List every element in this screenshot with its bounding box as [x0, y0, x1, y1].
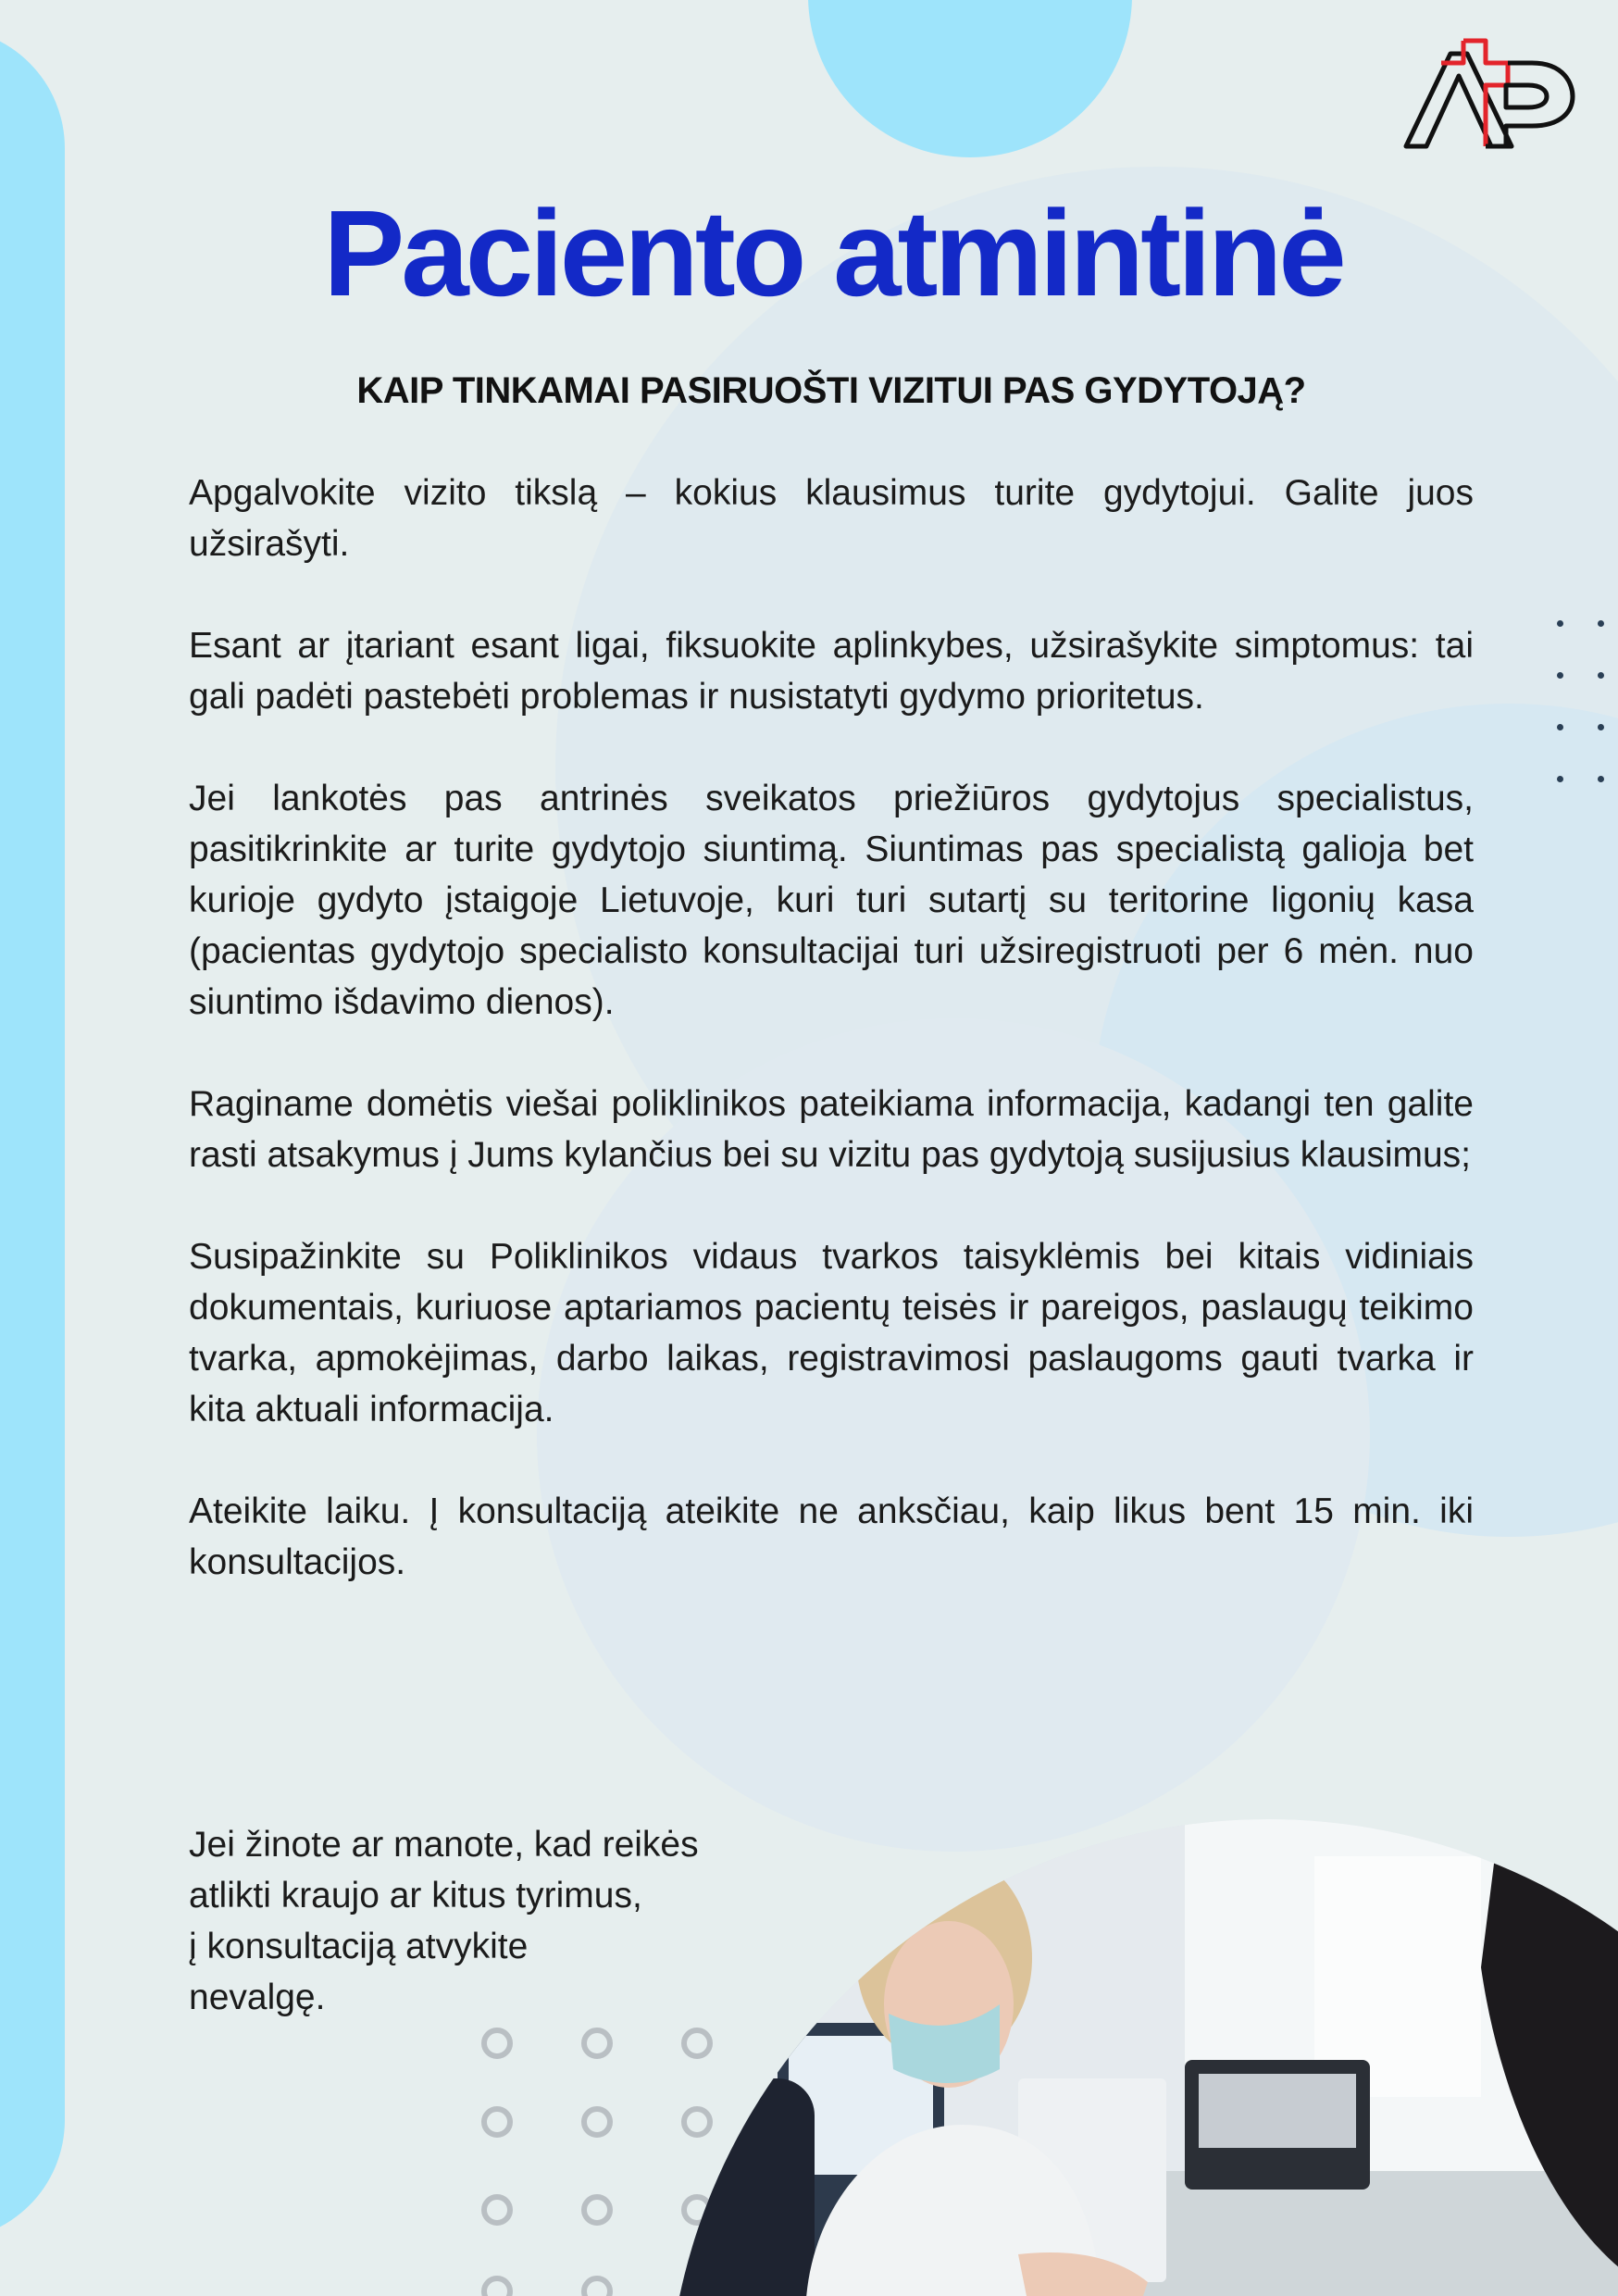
fasting-note-line: į konsultaciją atvykite [189, 1927, 529, 1966]
paragraph: Ateikite laiku. Į konsultaciją ateikite ne anksčiau, kaip likus bent 15 min. iki konsultacijos. [189, 1491, 1474, 1582]
fasting-note-line: atlikti kraujo ar kitus tyrimus, [189, 1876, 642, 1915]
page-title: Paciento atmintinė [323, 185, 1343, 321]
fasting-note-line: Jei žinote ar manote, kad reikės [189, 1825, 699, 1865]
paragraph: Esant ar įtariant esant ligai, fiksuokite aplinkybes, užsirašykite simptomus: tai gali padėti pastebėti problemas ir nusistatyti gydymo prioritetus. [189, 626, 1474, 717]
paragraph: Susipažinkite su Poliklinikos vidaus tvarkos taisyklėmis bei kitais vidiniais dokumentais, kuriuose aptariamos pacientų teisės ir pareigos, paslaugų teikimo tvarka, apmokėjimas, darbo laikas, registravimosi paslaugoms gauti tvarka ir kita aktuali informacija. [189, 1237, 1474, 1429]
paragraph: Raginame domėtis viešai poliklinikos pateikiama informacija, kadangi ten galite rasti atsakymus į Jums kylančius bei su vizitu pas gydytoją susijusius klausimus; [189, 1084, 1474, 1175]
top-accent-circle [808, 0, 1132, 157]
ap-cross-logo-icon [1402, 37, 1578, 157]
paragraph: Jei lankotės pas antrinės sveikatos priežiūros gydytojus specialistus, pasitikrinkite ar turite gydytojo siuntimą. Siuntimas pas specialistą galioja bet kurioje gydyto įstaigoje Lietuvoje, kuri turi sutartį su teritorine ligonių kasa (pacientas gydytojo specialisto konsultacijai turi užsiregistruoti per 6 mėn. nuo siuntimo išdavimo dienos). [189, 779, 1474, 1022]
fasting-note [189, 1819, 874, 2023]
paragraph: Apgalvokite vizito tikslą – kokius klausimus turite gydytojui. Galite juos užsirašyti. [189, 473, 1474, 564]
body-text [189, 468, 1474, 1639]
left-accent-bar [0, 28, 65, 2240]
fasting-note-line: nevalgę. [189, 1978, 326, 2017]
page-subtitle: KAIP TINKAMAI PASIRUOŠTI VIZITUI PAS GYDYTOJĄ? [356, 370, 1306, 411]
